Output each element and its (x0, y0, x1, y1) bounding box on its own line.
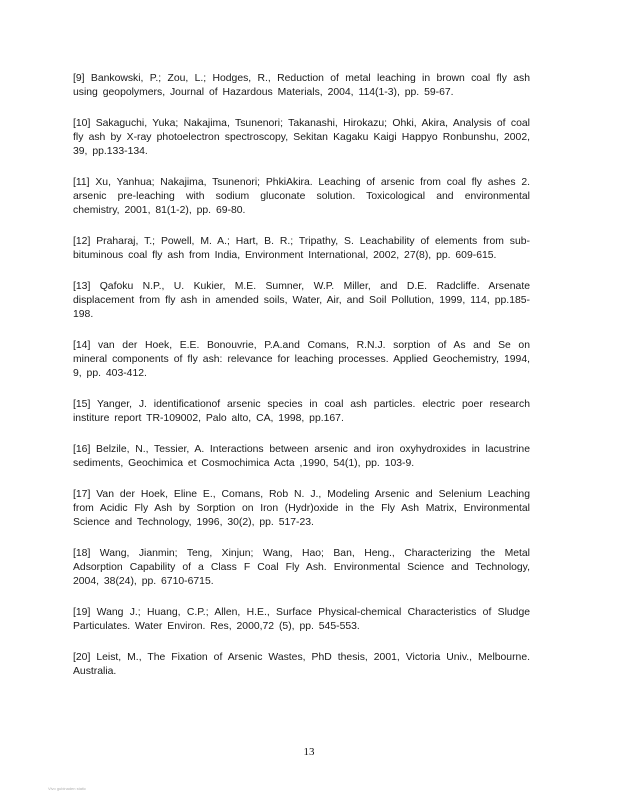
reference-20: [20] Leist, M., The Fixation of Arsenic Wastes, PhD thesis, 2001, Victoria Univ., Melbourne. Australia. (73, 652, 530, 677)
reference-19: [19] Wang J.; Huang, C.P.; Allen, H.E., Surface Physical-chemical Characteristics of Sludge Particulates. Water Environ. Res, 2000,72 (5), pp. 545-553. (73, 607, 530, 632)
reference-10: [10] Sakaguchi, Yuka; Nakajima, Tsunenori; Takanashi, Hirokazu; Ohki, Akira, Analysis of coal fly ash by X-ray photoelectron spectroscopy, Sekitan Kagaku Kaigi Happyo Ronbunshu, 2002, 39, pp.133-134. (73, 118, 530, 157)
reference-16: [16] Belzile, N., Tessier, A. Interactions between arsenic and iron oxyhydroxides in lacustrine sediments, Geochimica et Cosmochimica Acta ,1990, 54(1), pp. 103-9. (73, 444, 530, 469)
reference-14: [14] van der Hoek, E.E. Bonouvrie, P.A.and Comans, R.N.J. sorption of As and Se on mineral components of fly ash: relevance for leaching processes. Applied Geochemistry, 1994, 9, pp. 403-412. (73, 340, 530, 379)
reference-18: [18] Wang, Jianmin; Teng, Xinjun; Wang, Hao; Ban, Heng., Characterizing the Metal Adsorption Capability of a Class F Coal Fly Ash. Environmental Science and Technology, 2004, 38(24), pp. 6710-6715. (73, 548, 530, 587)
page-number: 13 (303, 746, 315, 758)
reference-12: [12] Praharaj, T.; Powell, M. A.; Hart, B. R.; Tripathy, S. Leachability of elements from sub-bituminous coal fly ash from India, Environment International, 2002, 27(8), pp. 609-615. (73, 236, 530, 261)
reference-9: [9] Bankowski, P.; Zou, L.; Hodges, R., Reduction of metal leaching in brown coal fly ash using geopolymers, Journal of Hazardous Materials, 2004, 114(1-3), pp. 59-67. (73, 73, 530, 98)
reference-15: [15] Yanger, J. identificationof arsenic species in coal ash particles. electric poer research institure report TR-109002, Palo alto, CA, 1998, pp.167. (73, 399, 530, 424)
reference-17: [17] Van der Hoek, Eline E., Comans, Rob N. J., Modeling Arsenic and Selenium Leaching from Acidic Fly Ash by Sorption on Iron (Hydr)oxide in the Fly Ash Matrix, Environmental Science and Technology, 1996, 30(2), pp. 517-23. (73, 489, 530, 528)
footer-note: Vivo gubinaden static (48, 786, 86, 791)
reference-list (73, 72, 530, 696)
reference-13: [13] Qafoku N.P., U. Kukier, M.E. Sumner, W.P. Miller, and D.E. Radcliffe. Arsenate displacement from fly ash in amended soils, Water, Air, and Soil Pollution, 1999, 114, pp.185-198. (73, 281, 530, 320)
reference-11: [11] Xu, Yanhua; Nakajima, Tsunenori; PhkiAkira. Leaching of arsenic from coal fly ashes 2. arsenic pre-leaching with sodium gluconate solution. Toxicological and environmental chemistry, 2001, 81(1-2), pp. 69-80. (73, 177, 530, 216)
